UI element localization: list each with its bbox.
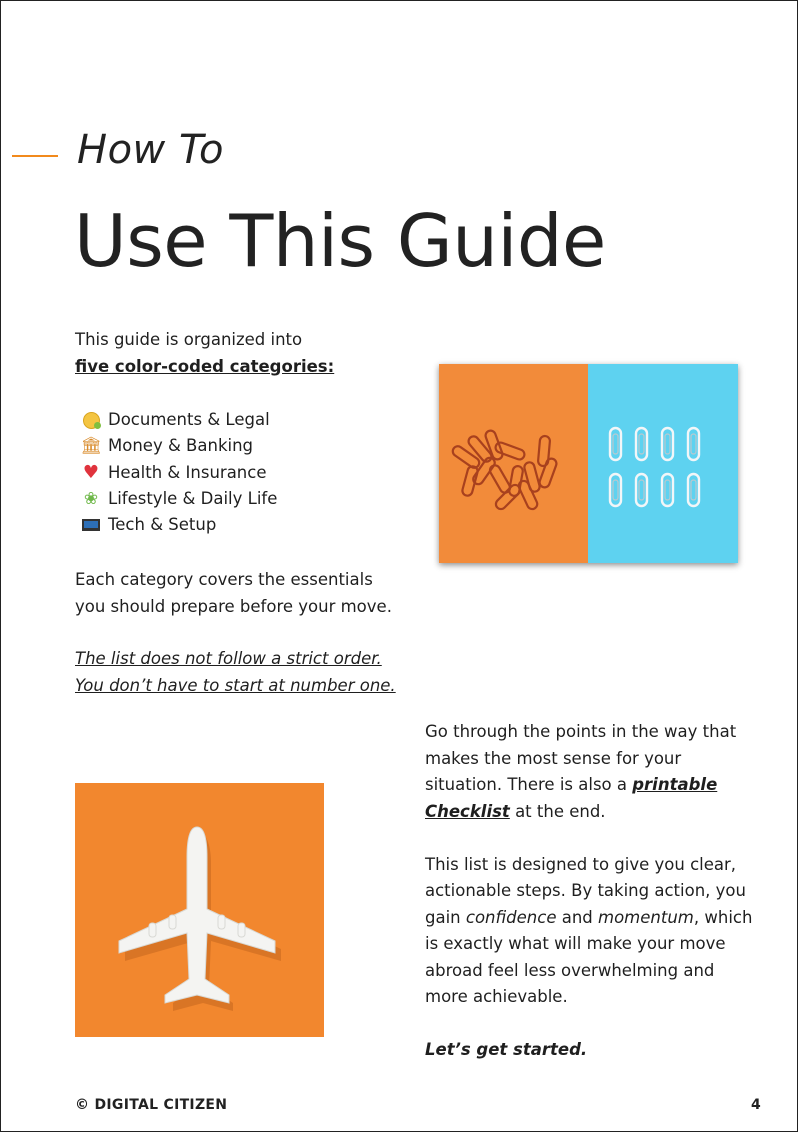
- silver-paperclips-graphic: [588, 364, 738, 563]
- category-label: Documents & Legal: [108, 409, 270, 429]
- document-icon: [81, 410, 101, 430]
- category-label: Money & Banking: [108, 436, 254, 456]
- heart-pulse-icon: ♥: [82, 461, 100, 483]
- instructions-text: [425, 719, 755, 1090]
- list-item: [81, 407, 277, 433]
- essentials-text: [75, 567, 405, 620]
- note-line: You don’t have to start at number one.: [75, 675, 396, 695]
- page-title: Use This Guide: [74, 199, 606, 283]
- note-line: The list does not follow a strict order.: [75, 649, 382, 668]
- page-kicker: How To: [77, 127, 224, 173]
- paperclips-photo: [439, 364, 738, 563]
- list-item: [81, 486, 277, 512]
- orange-background: [439, 364, 588, 563]
- closing-line: Let’s get started.: [425, 1040, 588, 1059]
- category-label: Tech & Setup: [108, 515, 217, 535]
- checklist-link[interactable]: printable Checklist: [425, 775, 718, 821]
- intro-line: This guide is organized into: [75, 330, 303, 349]
- intro-text: [75, 327, 405, 380]
- category-list: [81, 407, 277, 538]
- meditation-icon: ❀: [83, 488, 99, 509]
- essentials-line: Each category covers the essentials: [75, 570, 373, 589]
- essentials-line: you should prepare before your move.: [75, 596, 392, 616]
- category-label: Health & Insurance: [108, 462, 267, 482]
- page-number: 4: [751, 1097, 761, 1113]
- list-item: [81, 433, 277, 459]
- bank-icon: 🏛︎: [80, 435, 102, 456]
- instructions-paragraph: This list is designed to give you clear, actionable steps. By taking action, you gain confidence and momentum, which is exactly what will make your move abroad feel less overwhelming and more achievable.: [425, 854, 753, 1006]
- toy-airplane-graphic: [75, 783, 324, 1037]
- order-note: [75, 646, 405, 699]
- footer-brand: © DIGITAL CITIZEN: [75, 1097, 228, 1113]
- airplane-photo: [75, 783, 324, 1037]
- list-item: [81, 460, 277, 486]
- blue-background: [588, 364, 738, 563]
- accent-line: [12, 155, 58, 157]
- instructions-paragraph: Go through the points in the way that makes the most sense for your situation. There is also a printable Checklist at the end.: [425, 722, 737, 821]
- intro-emphasis: five color-coded categories:: [75, 356, 335, 376]
- category-label: Lifestyle & Daily Life: [108, 488, 278, 508]
- copper-paperclips-graphic: [439, 364, 588, 563]
- laptop-icon: [81, 515, 101, 535]
- list-item: [81, 512, 277, 538]
